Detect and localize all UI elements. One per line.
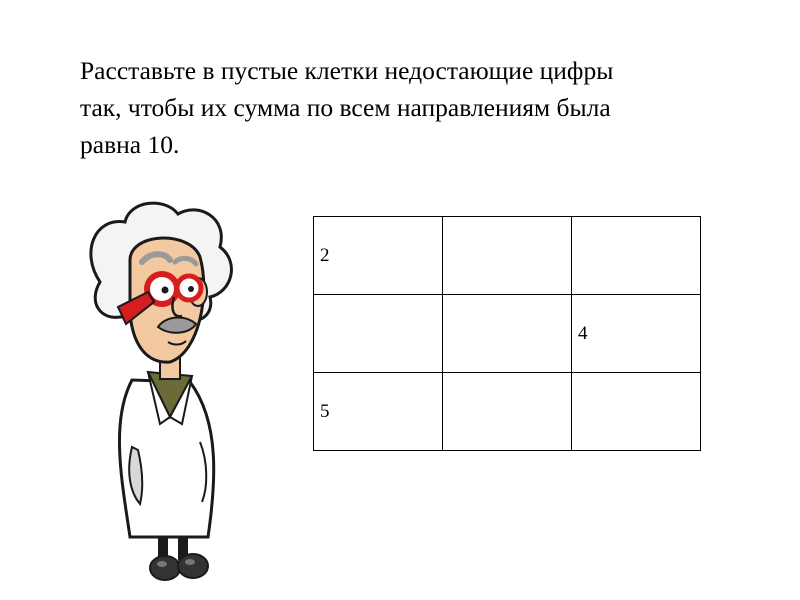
grid-row xyxy=(314,217,701,295)
grid-cell[interactable] xyxy=(572,217,701,295)
task-line-2: так, чтобы их сумма по всем направлениям была xyxy=(80,93,611,122)
task-line-3: равна 10. xyxy=(80,130,180,159)
grid-row xyxy=(314,373,701,451)
number-grid xyxy=(313,216,701,451)
grid-row xyxy=(314,295,701,373)
grid-cell[interactable]: 2 xyxy=(314,217,443,295)
grid-cell[interactable] xyxy=(443,295,572,373)
grid-cell[interactable] xyxy=(443,217,572,295)
professor-cartoon-icon xyxy=(70,192,240,592)
task-line-1: Расставьте в пустые клетки недостающие цифры xyxy=(80,56,614,85)
task-text xyxy=(80,52,740,163)
grid-cell[interactable] xyxy=(572,373,701,451)
grid-cell[interactable] xyxy=(443,373,572,451)
grid-cell[interactable] xyxy=(314,295,443,373)
grid-cell[interactable]: 4 xyxy=(572,295,701,373)
grid-cell[interactable]: 5 xyxy=(314,373,443,451)
